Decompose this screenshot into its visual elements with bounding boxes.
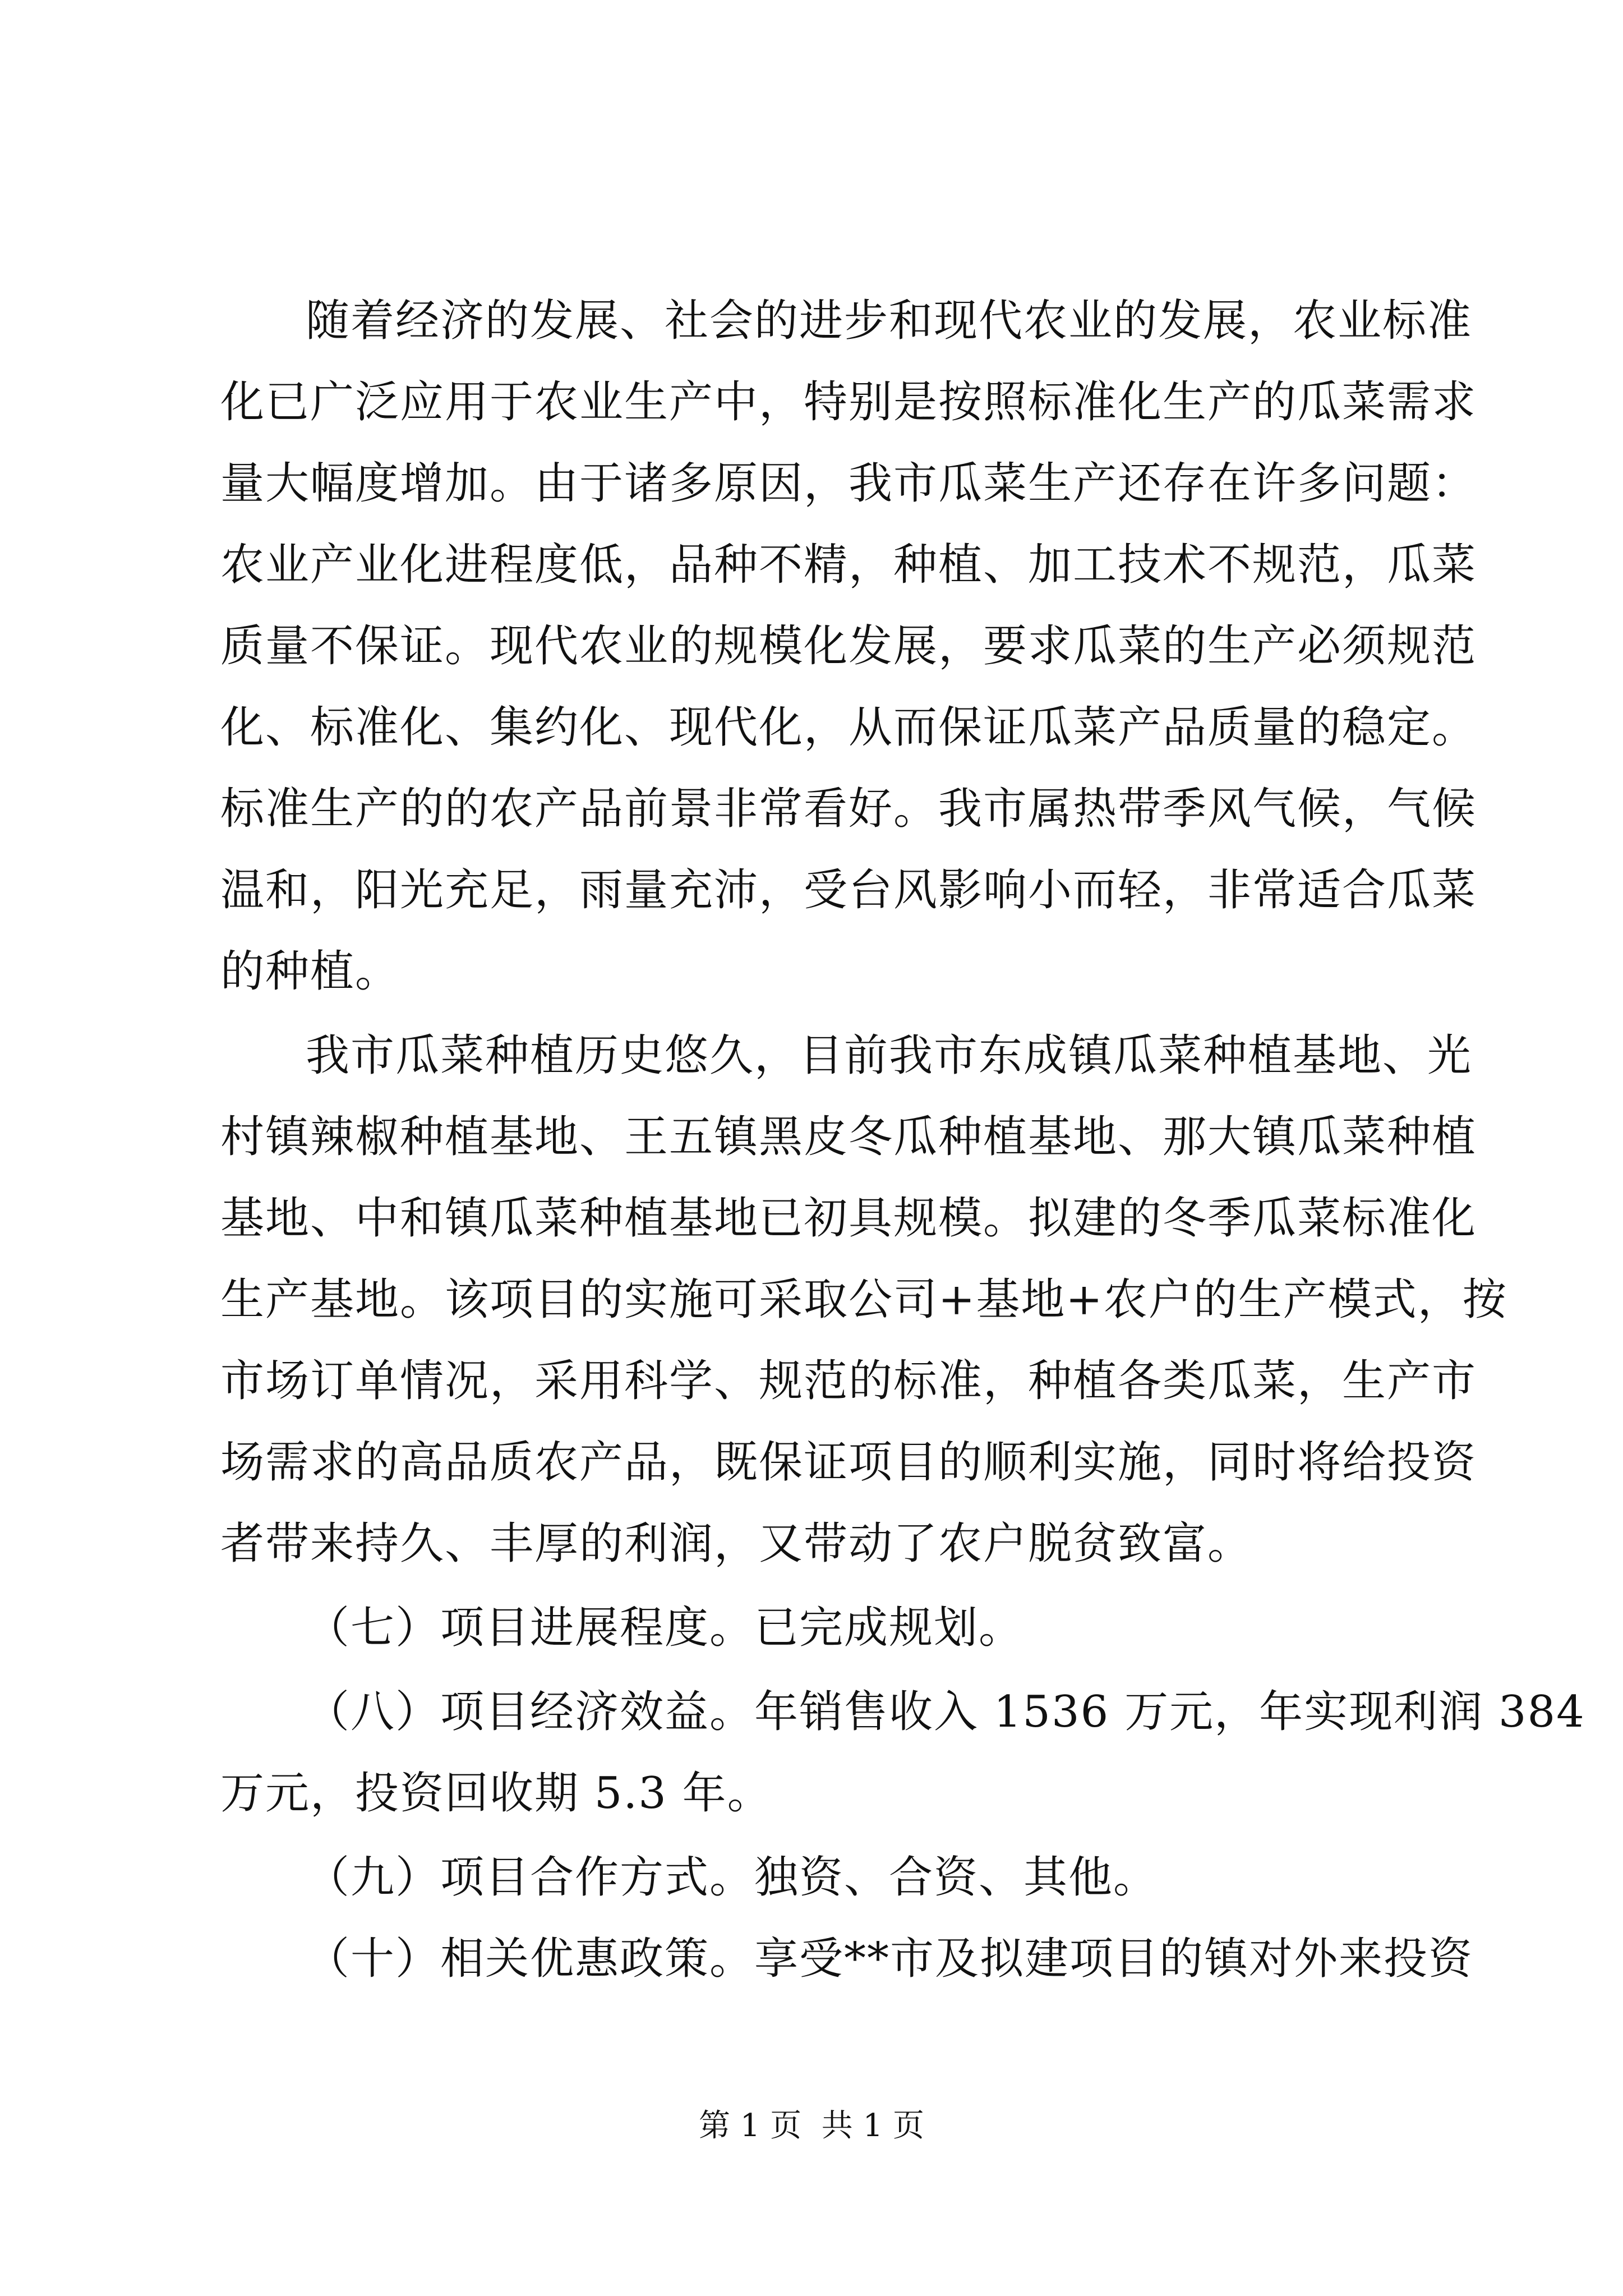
section-10-policy: （十）相关优惠政策。享受**市及拟建项目的镇对外来投资	[306, 1934, 1474, 1984]
paragraph-1-line-5: 质量不保证。现代农业的规模化发展，要求瓜菜的生产必须规范	[220, 621, 1477, 671]
paragraph-2-line-7: 者带来持久、丰厚的利润，又带动了农户脱贫致富。	[220, 1519, 1253, 1569]
paragraph-2-line-1: 我市瓜菜种植历史悠久，目前我市东成镇瓜菜种植基地、光	[306, 1030, 1473, 1081]
section-8-benefit-line-2: 万元，投资回收期 5.3 年。	[220, 1768, 772, 1819]
paragraph-2-line-2: 村镇辣椒种植基地、王五镇黑皮冬瓜种植基地、那大镇瓜菜种植	[220, 1112, 1477, 1162]
paragraph-1-line-1: 随着经济的发展、社会的进步和现代农业的发展，农业标准	[306, 296, 1473, 346]
paragraph-1-line-4: 农业产业化进程度低，品种不精，种植、加工技术不规范，瓜菜	[220, 540, 1477, 590]
paragraph-2-line-6: 场需求的高品质农产品，既保证项目的顺利实施，同时将给投资	[220, 1437, 1477, 1488]
paragraph-2-line-4: 生产基地。该项目的实施可采取公司+基地+农户的生产模式，按	[220, 1274, 1507, 1325]
paragraph-1-line-3: 量大幅度增加。由于诸多原因，我市瓜菜生产还存在许多问题：	[220, 458, 1477, 509]
paragraph-1-line-9: 的种植。	[220, 946, 400, 997]
section-7-progress: （七）项目进展程度。已完成规划。	[306, 1603, 1024, 1653]
section-8-benefit-line-1: （八）项目经济效益。年销售收入 1536 万元，年实现利润 384	[306, 1687, 1585, 1737]
paragraph-2-line-3: 基地、中和镇瓜菜种植基地已初具规模。拟建的冬季瓜菜标准化	[220, 1193, 1477, 1244]
section-9-cooperation: （九）项目合作方式。独资、合资、其他。	[306, 1852, 1159, 1903]
paragraph-1-line-2: 化已广泛应用于农业生产中，特别是按照标准化生产的瓜菜需求	[220, 377, 1477, 427]
paragraph-1-line-7: 标准生产的的农产品前景非常看好。我市属热带季风气候，气候	[220, 784, 1477, 834]
paragraph-1-line-8: 温和，阳光充足，雨量充沛，受台风影响小而轻，非常适合瓜菜	[220, 865, 1477, 915]
page-footer: 第 1 页 共 1 页	[698, 2108, 925, 2144]
paragraph-2-line-5: 市场订单情况，采用科学、规范的标准，种植各类瓜菜，生产市	[220, 1356, 1477, 1406]
paragraph-1-line-6: 化、标准化、集约化、现代化，从而保证瓜菜产品质量的稳定。	[220, 702, 1477, 753]
